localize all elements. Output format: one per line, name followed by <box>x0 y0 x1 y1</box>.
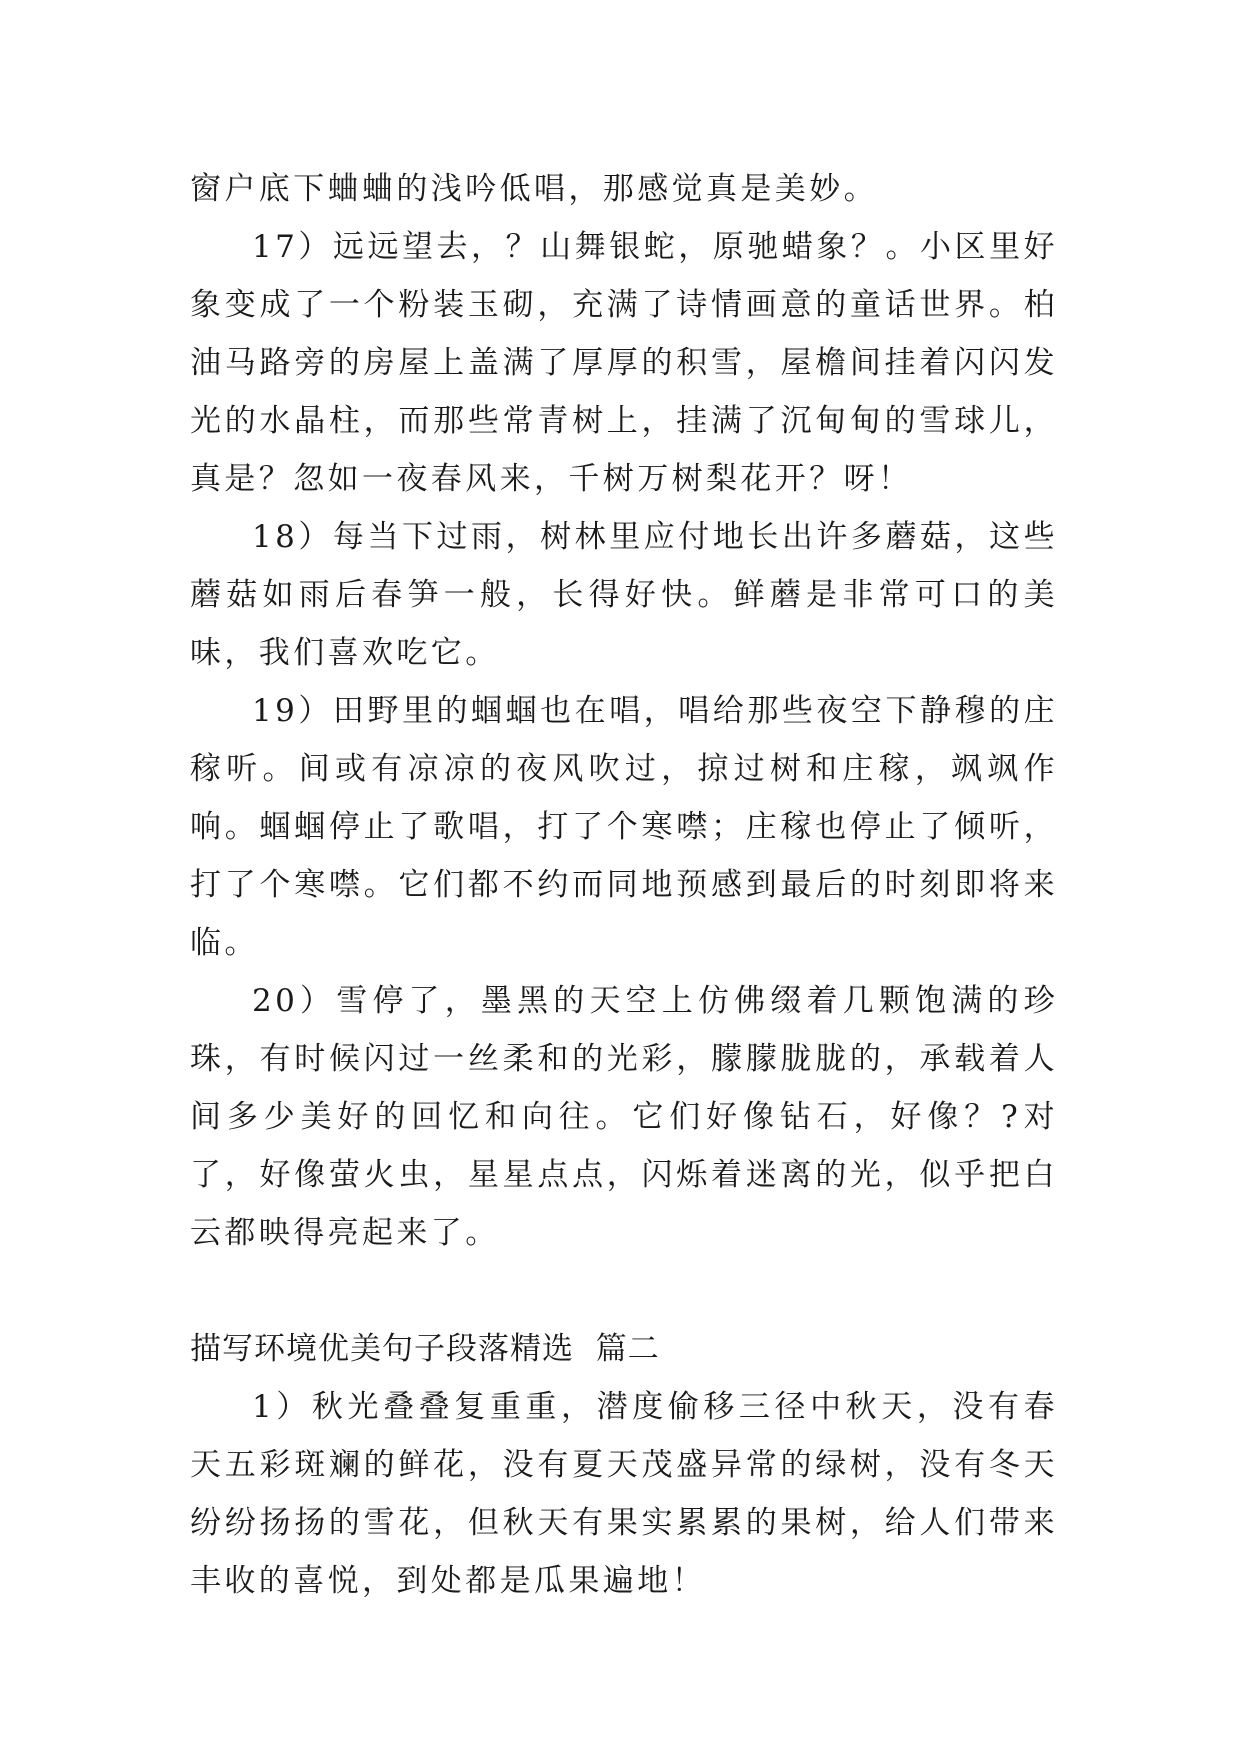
paragraph-section2-1: 1）秋光叠叠复重重，潜度偷移三径中秋天，没有春天五彩斑斓的鲜花，没有夏天茂盛异常的绿树，没有冬天纷纷扬扬的雪花，但秋天有果实累累的果树，给人们带来丰收的喜悦，到处都是瓜果遍地！ <box>190 1389 1058 1599</box>
paragraph-18: 18）每当下过雨，树林里应付地长出许多蘑菇，这些蘑菇如雨后春笋一般，长得好快。鲜蘑是非常可口的美味，我们喜欢吃它。 <box>190 519 1058 671</box>
paragraph-20: 20）雪停了，墨黑的天空上仿佛缀着几颗饱满的珍珠，有时候闪过一丝柔和的光彩，朦朦胧胧的，承载着人间多少美好的回忆和向往。它们好像钻石，好像？?对了，好像萤火虫，星星点点，闪烁着迷离的光，似乎把白云都映得亮起来了。 <box>190 983 1058 1251</box>
paragraph-continuation: 窗户底下蛐蛐的浅吟低唱，那感觉真是美妙。 <box>190 171 878 207</box>
paragraph-19: 19）田野里的蝈蝈也在唱，唱给那些夜空下静穆的庄稼听。间或有凉凉的夜风吹过，掠过树和庄稼，飒飒作响。蝈蝈停止了歌唱，打了个寒噤；庄稼也停止了倾听，打了个寒噤。它们都不约而同地预感到最后的时刻即将来临。 <box>190 693 1058 961</box>
paragraph-17: 17）远远望去，？山舞银蛇，原驰蜡象？。小区里好象变成了一个粉装玉砌，充满了诗情画意的童话世界。柏油马路旁的房屋上盖满了厚厚的积雪，屋檐间挂着闪闪发光的水晶柱，而那些常青树上，挂满了沉甸甸的雪球儿，真是？忽如一夜春风来，千树万树梨花开？呀！ <box>190 229 1058 497</box>
section-gap <box>190 1262 1058 1320</box>
document-page <box>190 160 1058 1610</box>
section-heading: 描写环境优美句子段落精选 篇二 <box>190 1331 660 1367</box>
